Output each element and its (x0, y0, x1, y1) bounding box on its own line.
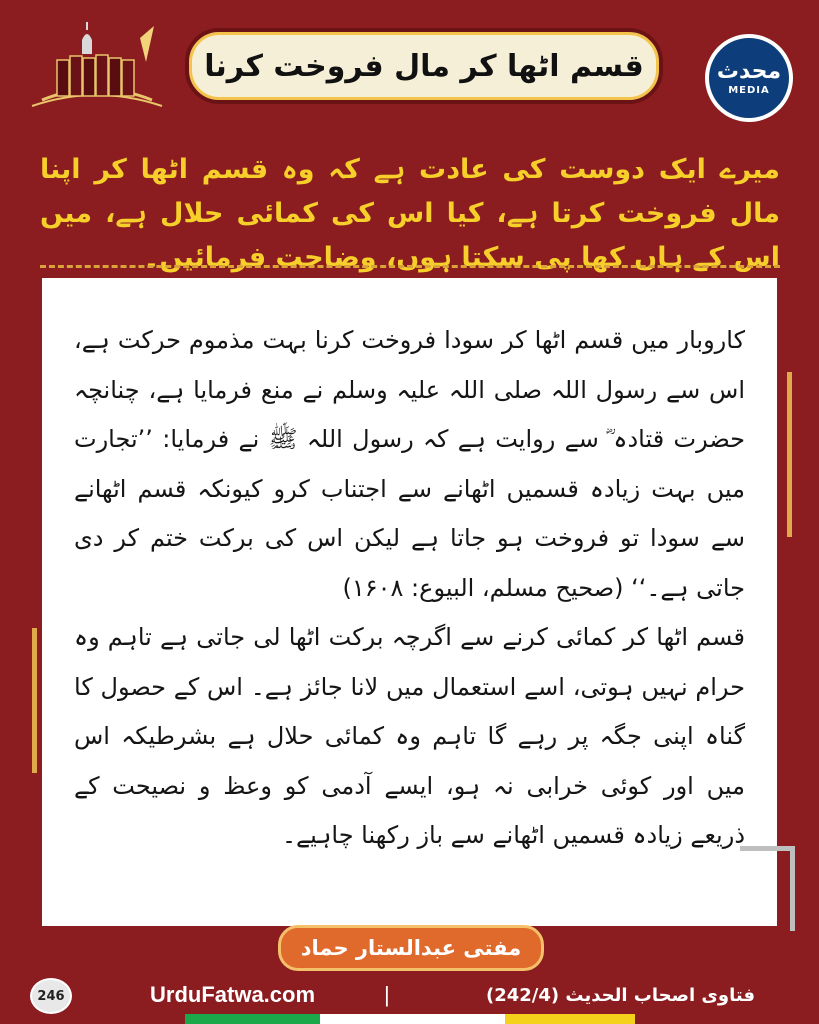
logo-word: محدث (716, 58, 782, 84)
logo-media-label: MEDIA (728, 84, 770, 96)
book-reference: فتاوی اصحاب الحدیث (242/4) (485, 985, 755, 1006)
muhaddis-media-logo-icon (705, 34, 793, 122)
answer-box (42, 278, 777, 926)
footer-separator: | (384, 982, 390, 1007)
author-name: مفتی عبدالستار حماد (300, 936, 522, 960)
answer-paragraph-1: کاروبار میں قسم اٹھا کر سودا فروخت کرنا بہت مذموم حرکت ہے، اس سے رسول اللہ صلی اللہ علیہ وسلم نے منع فرمایا ہے، چنانچہ حضرت قتادہ ؓ سے روایت ہے کہ رسول اللہ ﷺ نے فرمایا: ’’تجارت میں بہت زیادہ قسمیں اٹھانے سے اجتناب کرو کیونکہ قسم اٹھانے سے سودا تو فروخت ہو جاتا ہے لیکن اس کی برکت ختم کر دی جاتی ہے۔‘‘ (صحیح مسلم، البیوع: ۱۶۰۸) (74, 326, 745, 602)
page-number-badge: 246 (30, 978, 72, 1014)
author-badge (278, 925, 544, 971)
books-logo-icon (22, 20, 172, 112)
decorative-frame (740, 846, 795, 931)
website-link[interactable]: UrduFatwa.com (150, 982, 316, 1007)
page-title: قسم اٹھا کر مال فروخت کرنا (204, 48, 644, 84)
footer-color-bar-yellow (505, 1014, 635, 1024)
title-banner (185, 28, 663, 104)
question-text: میرے ایک دوست کی عادت ہے کہ وہ قسم اٹھا کر اپنا مال فروخت کرتا ہے، کیا اس کی کمائی حلال ہے، میں اس کے ہاں کھا پی سکتا ہوں، وضاحت فرمائیں۔ (40, 154, 780, 273)
footer-color-bar-white (320, 1014, 505, 1024)
decorative-bar (32, 628, 37, 773)
answer-paragraph-2: قسم اٹھا کر کمائی کرنے سے اگرچہ برکت اٹھا لی جاتی ہے تاہم وہ حرام نہیں ہوتی، اسے استعمال میں لانا جائز ہے۔ اس کے حصول کا گناہ اپنی جگہ پر رہے گا تاہم وہ کمائی حلال ہے بشرطیکہ اس میں اور کوئی خرابی نہ ہو، ایسے آدمی کو وعظ و نصیحت کے ذریعے زیادہ قسمیں اٹھانے سے باز رکھنا چاہیے۔ (74, 623, 745, 849)
divider (40, 265, 780, 271)
footer-color-bar-green (185, 1014, 320, 1024)
decorative-bar (787, 372, 792, 537)
